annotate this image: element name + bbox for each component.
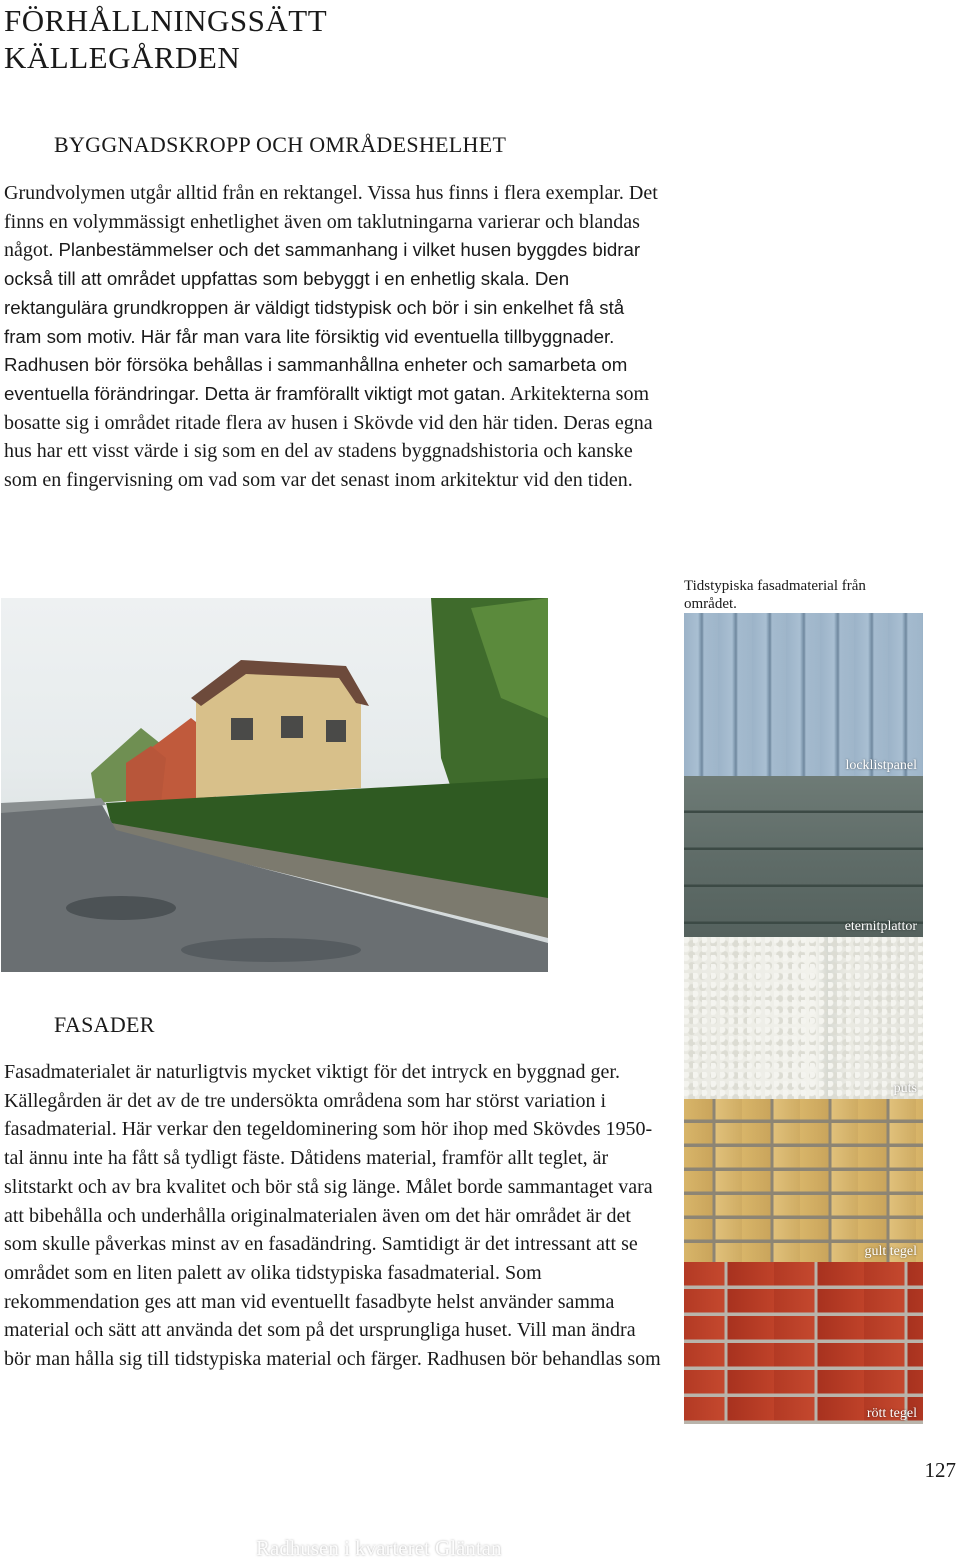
photo-caption: Radhusen i kvarteret Gläntan (256, 1536, 502, 1560)
puddle-2 (181, 938, 361, 962)
swatch-label: rött tegel (866, 1406, 917, 1421)
paragraph-fasader-1: Fasadmaterialet är naturligtvis mycket viktigt för det intryck en byggnad ger. Källegården är det av de tre undersökta områdena som har störst variation i fasadmaterial. Här verkar den tegeldominering som hör ihop med Skövdes 1950-tal ännu inte ha fått så tydligt fäste. Dåtidens material, framför allt teglet, är slitstarkt och av bra kvalitet och bör stå sig länge. (4, 1061, 653, 1198)
section-body-fasader (4, 1058, 664, 1374)
paragraph-body-sans: Planbestämmelser och det sammanhang i vilket husen byggdes bidrar också till att området uppfattas som bebyggt i en enhetlig skala. Den rektangulära grundkroppen är väldigt tidstypisk och bör i sin enkelhet få stå fram som motiv. Här får man vara lite försiktig vid eventuella tillbyggnader. Radhusen bör försöka behållas i sammanhållna enheter och samarbeta om eventuella förändringar. Detta är framförallt viktigt mot gatan. (4, 239, 641, 404)
puddle (66, 896, 176, 920)
swatch-label: eternitplattor (844, 919, 917, 934)
paragraph-fasader-2: Målet borde sammantaget vara att bibehålla och underhålla originalmaterialen även om det här området är det som skulle påverkas minst av en fasadändring. Samtidigt är det intressant att se området som en liten palett av olika tidstypiska fasadmaterial. Som rekommendation ges att man vid eventuellt fasadbyte helst använder samma material och sätt att använda det som på det ursprungliga huset. Vill man ändra bör man hålla sig till tidstypiska material och färger. Radhusen bör behandlas som (4, 1175, 661, 1371)
section-heading-fasader: FASADER (54, 1012, 155, 1037)
section-heading-byggnadskropp: BYGGNADSKROPP OCH OMRÅDESHELHET (54, 132, 507, 157)
page-title-line-2: KÄLLEGÅRDEN (4, 40, 241, 75)
section-body-byggnadskropp (4, 179, 664, 495)
swatch-eternitplattor (684, 776, 923, 937)
swatch-locklistpanel (684, 613, 923, 776)
swatch-label: gult tegel (864, 1244, 917, 1259)
window-2 (281, 716, 303, 738)
swatch-label: puts (893, 1081, 917, 1096)
paragraph-intro: Grundvolymen utgår alltid från en rektangel. Vissa hus finns i flera exemplar. Det finns en volymmässigt enhetlighet även om taklutningarna varierar och blandas något. (4, 182, 658, 262)
page-title-line-1: FÖRHÅLLNINGSSÄTT (4, 3, 328, 38)
swatch-label: locklistpanel (845, 758, 917, 773)
material-caption: Tidstypiska fasadmaterial från området. (684, 578, 866, 612)
paragraph-outro: Arkitekterna som bosatte sig i området ritade flera av husen i Skövde vid den här tiden. Deras egna hus har ett visst värde i sig som en del av stadens byggnadshistoria och kanske som en fingervisning om vad som var det senast inom arkitektur vid den tiden. (4, 382, 653, 492)
page-title (4, 2, 327, 76)
page-number: 127 (924, 1458, 956, 1482)
swatch-puts (684, 937, 923, 1099)
swatch-rott-tegel (684, 1262, 923, 1424)
swatch-gult-tegel (684, 1099, 923, 1262)
window-3 (326, 720, 346, 742)
street-photo-illustration (1, 598, 548, 972)
window-1 (231, 718, 253, 740)
